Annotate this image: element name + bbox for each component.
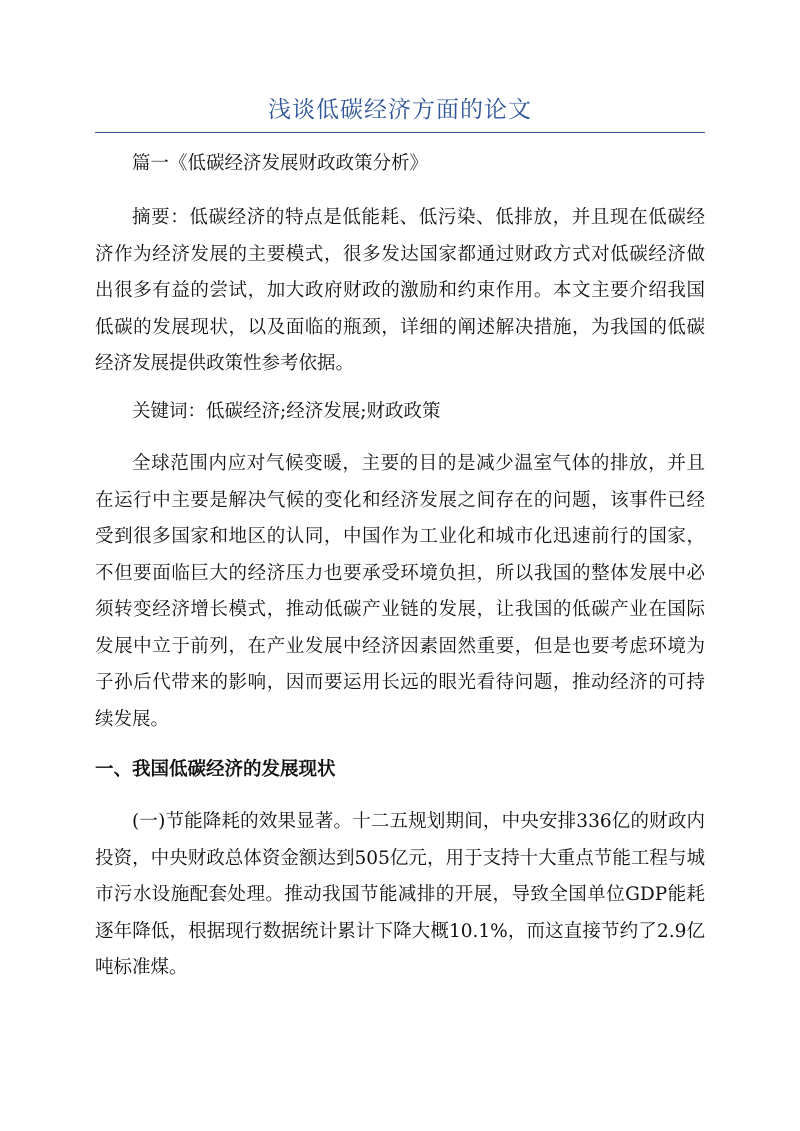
abstract-paragraph: 摘要：低碳经济的特点是低能耗、低污染、低排放，并且现在低碳经济作为经济发展的主要模式，很多发达国家都通过财政方式对低碳经济做出很多有益的尝试，加大政府财政的激励和约束作用。本文主要介绍我国低碳的发展现状，以及面临的瓶颈，详细的阐述解决措施，为我国的低碳经济发展提供政策性参考依据。 — [95, 207, 705, 374]
article-heading: 篇一《低碳经济发展财政政策分析》 — [132, 153, 429, 174]
intro-paragraph: 全球范围内应对气候变暖，主要的目的是减少温室气体的排放，并且在运行中主要是解决气候的变化和经济发展之间存在的问题，该事件已经受到很多国家和地区的认同，中国作为工业化和城市化迅速前行的国家，不但要面临巨大的经济压力也要承受环境负担，所以我国的整体发展中必须转变经济增长模式，推动低碳产业链的发展，让我国的低碳产业在国际发展中立于前列，在产业发展中经济因素固然重要，但是也要考虑环境为子孙后代带来的影响，因而要运用长远的眼光看待问题，推动经济的可持续发展。 — [95, 453, 705, 730]
section1-paragraph: (一)节能降耗的效果显著。十二五规划期间，中央安排336亿的财政内投资，中央财政总体资金额达到505亿元，用于支持十大重点节能工程与城市污水设施配套处理。推动我国节能减排的开展，导致全国单位GDP能耗逐年降低，根据现行数据统计累计下降大概10.1%，而这直接节约了2.9亿吨标准煤。 — [95, 811, 705, 978]
title-underline — [95, 132, 705, 133]
document-title: 浅谈低碳经济方面的论文 — [268, 97, 532, 123]
section-heading: 一、我国低碳经济的发展现状 — [95, 759, 336, 780]
keywords-line: 关键词：低碳经济;经济发展;财政政策 — [132, 401, 441, 422]
